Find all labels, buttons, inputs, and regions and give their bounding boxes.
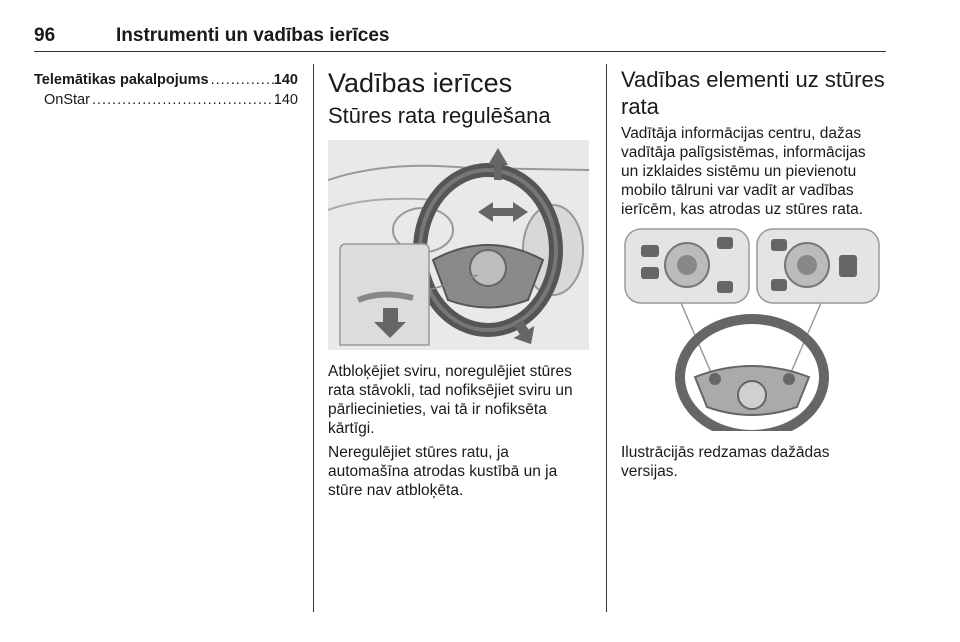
steering-adjustment-illustration [328,140,589,350]
paragraph: Neregulējiet stūres ratu, ja automašīna atrodas kustībā un ja stūre nav atbloķēta. [328,444,558,499]
section-heading: Vadības elementi uz stūres rata [621,67,885,119]
paragraph: Atbloķējiet sviru, noregulējiet stūres rata stāvokli, tad nofiksējiet sviru un pārliecinieties, vai tā ir nofiksēta kārtīgi. [328,363,573,437]
section-heading: Vadības ierīces [328,68,513,98]
toc-entry-telematics[interactable] [34,70,298,90]
column-steering-controls [621,66,885,486]
toc-entry-page: 140 [273,72,298,88]
paragraph: Vadītāja informācijas centru, dažas vadītāja palīgsistēmas, informācijas un izklaides sistēmu un pievienotu mobilo tālruni var vadīt ar vadības ierīcēm, kas atrodas uz stūres rata. [621,125,866,218]
header-rule [34,51,886,52]
column-divider-right [606,64,607,612]
subsection-heading: Stūres rata regulēšana [328,103,551,128]
column-controls [328,66,588,505]
toc-entry-page: 140 [273,92,298,108]
page-header [34,25,886,49]
steering-wheel-adjust-drawing [328,140,589,350]
steering-wheel-buttons-drawing [621,227,883,431]
figure-caption: Ilustrācijās redzamas dažādas versijas. [621,444,830,480]
toc [34,70,298,110]
toc-entry-title: OnStar [44,92,90,108]
toc-leader-dots [90,90,274,110]
toc-leader-dots [209,70,274,90]
page-number: 96 [34,25,56,46]
running-title: Instrumenti un vadības ierīces [116,25,390,46]
column-divider-left [313,64,314,612]
toc-entry-title: Telemātikas pakalpojums [34,72,209,88]
steering-controls-illustration [621,227,883,431]
toc-entry-onstar[interactable] [34,90,298,110]
